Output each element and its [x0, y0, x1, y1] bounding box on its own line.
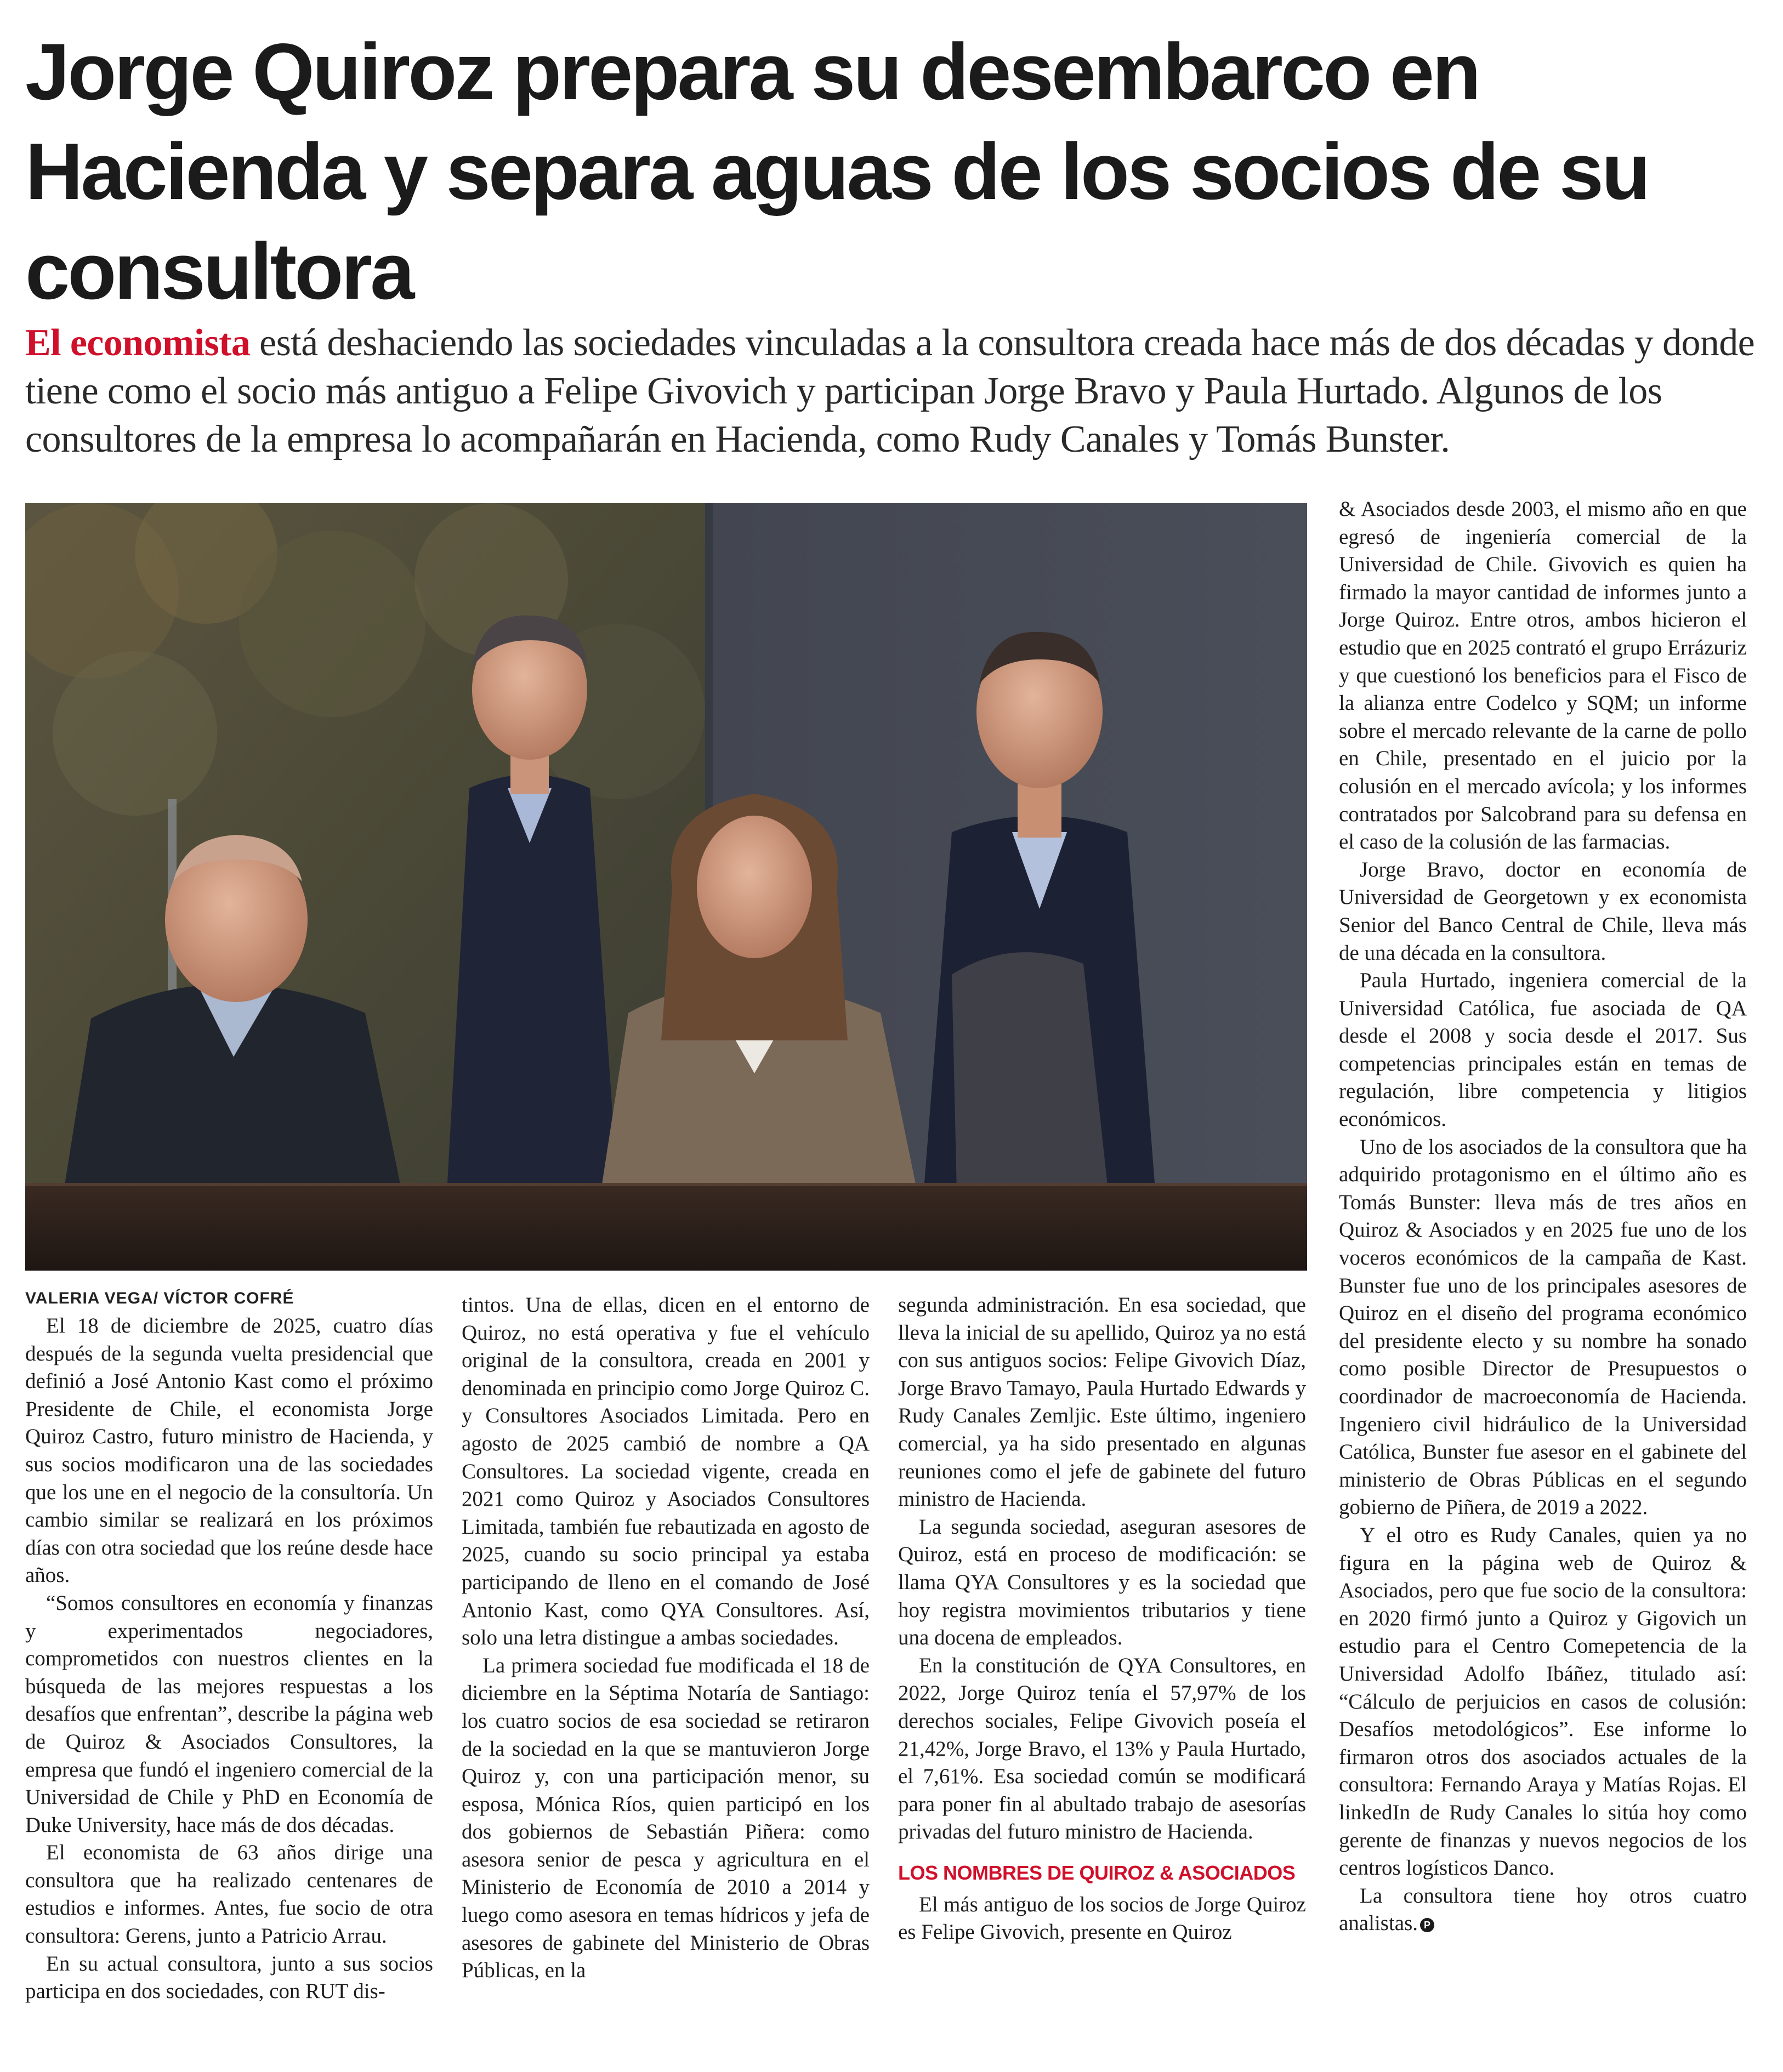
- subhead: LOS NOMBRES DE QUIROZ & ASOCIADOS: [898, 1861, 1296, 1884]
- paragraph: “Somos consultores en economía y finanzas y experimentados negociadores, comprometidos con nuestros clientes en la búsqueda de las mejores respuestas a los desafíos que enfrentan”, describe la página web de Quiroz & Asociados Consultores, la empresa que fundó el ingeniero comercial de la Universidad de Chile y PhD en Economía de Duke University, hace más de dos décadas.: [25, 1591, 433, 1837]
- paragraph: Uno de los asociados de la consultora que ha adquirido protagonismo en el último año es Tomás Bunster: lleva más de tres años en Quiroz & Asociados y en 2025 fue uno de los voceros económicos de la campaña de Kast. Bunster fue uno de los principales asesores de Quiroz en el diseño del programa económico del presidente electo y su nombre ha sonado como posible Director de Presupuestos o coordinador de macroeconomía de Hacienda. Ingeniero civil hidráulico de la Universidad Católica, Bunster fue asesor en el gabinete del ministerio de Obras Públicas en el segundo gobierno de Piñera, de 2019 a 2022.: [1339, 1135, 1747, 1519]
- paragraph: segunda administración. En esa sociedad, que lleva la inicial de su apellido, Quiroz ya no está con sus antiguos socios: Felipe Givovich Díaz, Jorge Bravo Tamayo, Paula Hurtado Edwards y Rudy Canales Zemljic. Este último, ingeniero comercial, ya ha sido presentado en algunas reuniones como el jefe de gabinete del futuro ministro de Hacienda.: [898, 1293, 1306, 1511]
- closing-text: La consultora tiene hoy otros cuatro analistas.: [1339, 1883, 1747, 1936]
- paragraph: Y el otro es Rudy Canales, quien ya no figura en la página web de Quiroz & Asociados, pero que fue socio de la consultora: en 2020 firmó junto a Quiroz y Gigovich un estudio para el Centro Comepetencia de la Universidad Adolfo Ibáñez, titulado así: “Cálculo de perjuicios en casos de colusión: Desafíos metodológicos”. Ese informe lo firmaron otros dos asociados actuales de la consultora: Fernando Araya y Matías Rojas. El linkedIn de Rudy Canales lo sitúa hoy como gerente de finanzas y nuevos negocios de los centros logísticos Danco.: [1339, 1523, 1747, 1880]
- photo-consultora-partners: [25, 503, 1307, 1271]
- end-mark-icon: P: [1420, 1918, 1434, 1932]
- paragraph: En su actual consultora, junto a sus socios participa en dos sociedades, con RUT dis-: [25, 1951, 433, 2003]
- paragraph: El economista de 63 años dirige una consultora que ha realizado centenares de estudios e informes. Antes, fue socio de otra consultora: Gerens, junto a Patricio Arrau.: [25, 1841, 433, 1948]
- paragraph: [1339, 1882, 1747, 1938]
- byline: VALERIA VEGA/ VÍCTOR COFRÉ: [25, 1289, 294, 1307]
- paragraph: & Asociados desde 2003, el mismo año en que egresó de ingeniería comercial de la Universidad de Chile. Givovich es quien ha firmado la mayor cantidad de informes junto a Jorge Quiroz. Entre otros, ambos hicieron el estudio que en 2025 contrató el grupo Errázuriz y que cuestionó los beneficios para el Fisco de la alianza entre Codelco y SQM; un informe sobre el mercado relevante de la carne de pollo en Chile, presentado en el juicio por la colusión en el mercado avícola; y los informes contratados por Salcobrand para su defensa en el caso de la colusión de las farmacias.: [1339, 497, 1747, 854]
- column-2: [462, 1291, 870, 1985]
- paragraph: El más antiguo de los socios de Jorge Quiroz es Felipe Givovich, presente en Quiroz: [898, 1892, 1306, 1944]
- column-4: [1339, 496, 1747, 1938]
- paragraph: Paula Hurtado, ingeniera comercial de la Universidad Católica, fue asociada de QA desde el 2008 y socia desde el 2017. Sus competencias principales están en temas de regulación, libre competencia y litigios económicos.: [1339, 969, 1747, 1131]
- deck: [25, 319, 1763, 464]
- column-1: [25, 1287, 433, 2006]
- paragraph: La segunda sociedad, aseguran asesores de Quiroz, está en proceso de modificación: se llama QYA Consultores y es la sociedad que hoy registra movimientos tributarios y tiene una docena de empleados.: [898, 1515, 1306, 1650]
- deck-lead: El economista: [25, 322, 251, 364]
- paragraph: El 18 de diciembre de 2025, cuatro días después de la segunda vuelta presidencial que definió a José Antonio Kast como el próximo Presidente de Chile, el economista Jorge Quiroz Castro, futuro ministro de Hacienda, y sus socios modificaron una de las sociedades que los une en el negocio de la consultoría. Un cambio similar se realizará en los próximos días con otra sociedad que los reúne desde hace años.: [25, 1314, 433, 1587]
- headline: Jorge Quiroz prepara su desembarco en Hacienda y separa aguas de los socios de su consultora: [25, 27, 1649, 316]
- paragraph: Jorge Bravo, doctor en economía de Universidad de Georgetown y ex economista Senior del Banco Central de Chile, lleva más de una década en la consultora.: [1339, 857, 1747, 965]
- deck-text: está deshaciendo las sociedades vinculadas a la consultora creada hace más de dos décadas y donde tiene como el socio más antiguo a Felipe Givovich y participan Jorge Bravo y Paula Hurtado. Algunos de los consultores de la empresa lo acompañarán en Hacienda, como Rudy Canales y Tomás Bunster.: [25, 322, 1755, 460]
- column-3: [898, 1291, 1306, 1946]
- paragraph: tintos. Una de ellas, dicen en el entorno de Quiroz, no está operativa y fue el vehículo original de la consultora, creada en 2001 y denominada en principio como Jorge Quiroz C. y Consultores Asociados Limitada. Pero en agosto de 2025 cambió de nombre a QA Consultores. La sociedad vigente, creada en 2021 como Quiroz y Asociados Consultores Limitada, también fue rebautizada en agosto de 2025, cuando su socio principal ya estaba participando de lleno en el comando de José Antonio Kast, como QYA Consultores. Así, solo una letra distingue a ambas sociedades.: [462, 1293, 870, 1650]
- paragraph: En la constitución de QYA Consultores, en 2022, Jorge Quiroz tenía el 57,97% de los derechos sociales, Felipe Givovich poseía el 21,42%, Jorge Bravo, el 13% y Paula Hurtado, el 7,61%. Esa sociedad común se modificará para poner fin al abultado trabajo de asesorías privadas del futuro ministro de Hacienda.: [898, 1653, 1306, 1844]
- paragraph: La primera sociedad fue modificada el 18 de diciembre en la Séptima Notaría de Santiago: los cuatro socios de esa sociedad se retiraron de la sociedad en la que se mantuvieron Jorge Quiroz y, con una participación menor, su esposa, Mónica Ríos, quien participó en los dos gobiernos de Sebastián Piñera: como asesora senior de pesca y agricultura en el Ministerio de Economía de 2010 a 2014 y luego como asesora en temas hídricos y jefa de asesores de gabinete del Ministerio de Obras Públicas, en la: [462, 1653, 870, 1983]
